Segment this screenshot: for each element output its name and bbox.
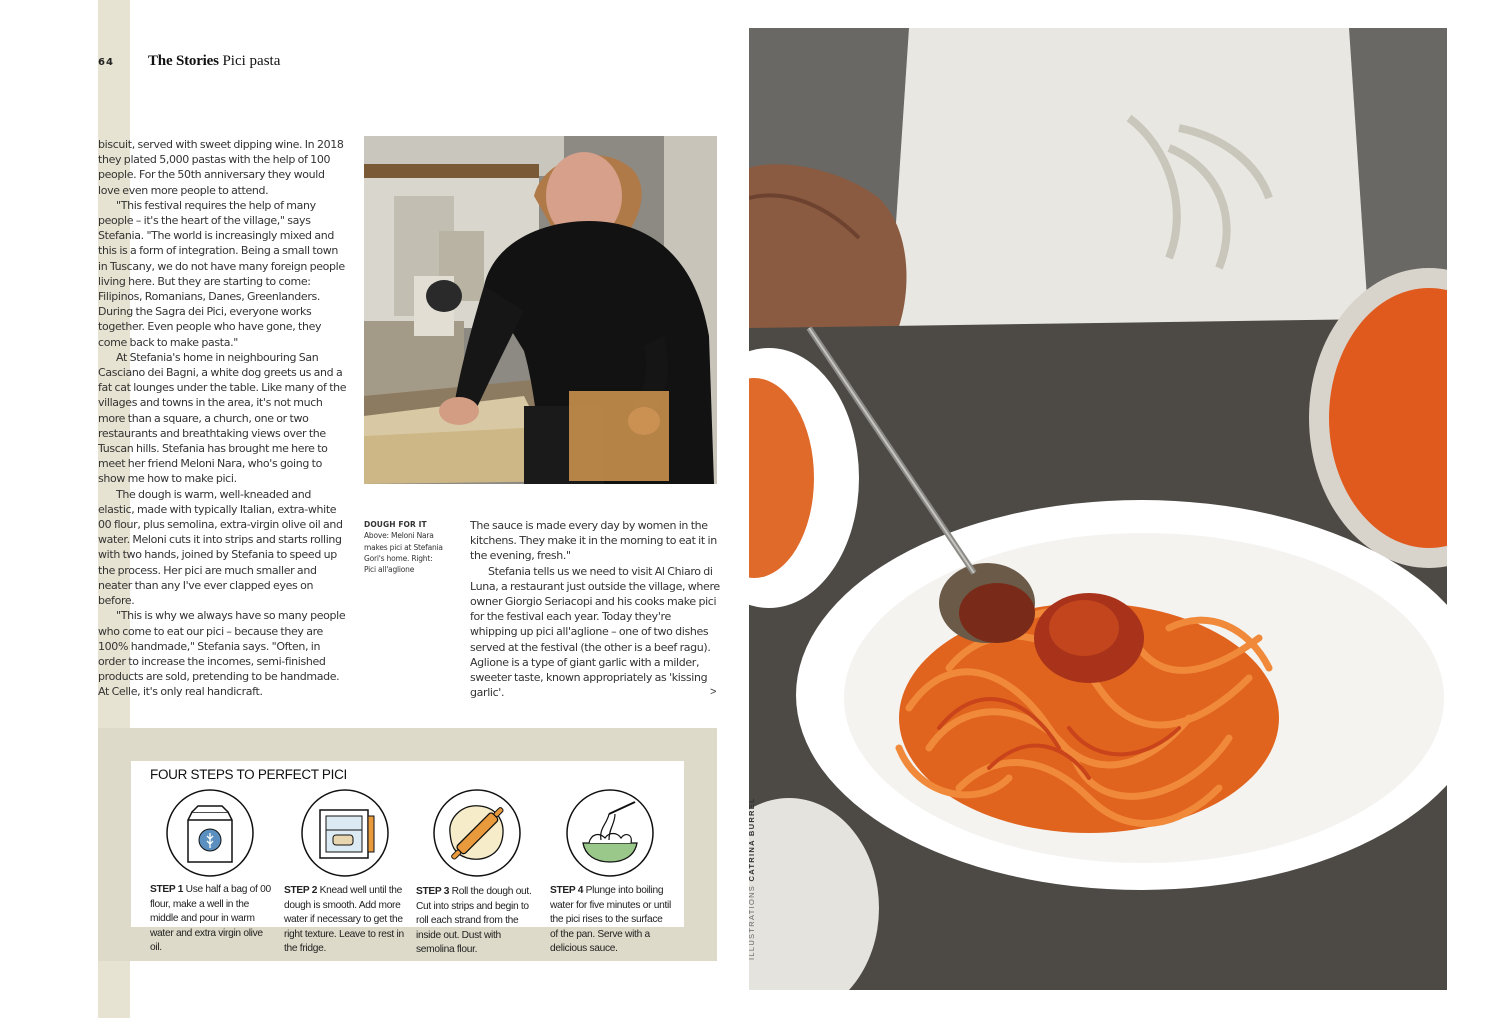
step-1-text <box>150 883 272 956</box>
step-description: Roll the dough out. Cut into strips and begin to roll each strand from the inside out. Dust with semolina flour. <box>416 886 532 956</box>
photo-woman-making-pici <box>364 136 717 484</box>
paragraph: "This festival requires the help of many people – it's the heart of the village," says Stefania. "The world is increasingly mixed and this is a form of integration. Being a small town in Tuscany, we do not have many foreign people living here. But they are starting to come: Filipinos, Romanians, Danes, Greenlanders. During the Sagra dei Pici, everyone works together. Even people who have gone, they come back to make pasta." <box>98 198 345 349</box>
step-label: STEP 2 <box>284 885 318 896</box>
paragraph: The sauce is made every day by women in the kitchens. They make it in the morning to eat it in the evening, fresh." <box>470 519 717 563</box>
credit-label: ILLUSTRATIONS <box>747 884 756 960</box>
step-label: STEP 4 <box>550 885 584 896</box>
continue-arrow-icon: > <box>710 686 717 698</box>
paragraph: "This is why we always have so many people who come to eat our pici – because they are 100% handmade," Stefania says. "Often, in order to increase the incomes, semi-finished products are sold, pretending to be handmade. At Celle, it's only real handicraft. <box>98 609 346 699</box>
photo-caption <box>364 519 444 575</box>
step-2-text <box>284 884 406 957</box>
fridge-icon <box>300 788 390 878</box>
paragraph: At Stefania's home in neighbouring San Casciano dei Bagni, a white dog greets us and a fat cat lounges under the table. Like many of the villages and towns in the area, it's not much more than a square, a church, one or two restaurants and breathtaking views over the Tuscan hills. Stefania has brought me here to meet her friend Meloni Nara, who's going to show me how to make pici. <box>98 350 347 486</box>
article-column-right <box>470 518 720 700</box>
section-title: Pici pasta <box>222 53 281 69</box>
step-4-text <box>550 884 672 957</box>
flour-bag-icon <box>165 788 255 878</box>
step-description: Plunge into boiling water for five minutes or until the pici rises to the surface of the pan. Serve with a delicious sauce. <box>550 885 671 955</box>
pasta-bowl-icon <box>565 788 655 878</box>
paragraph: The dough is warm, well-kneaded and elastic, made with typically Italian, extra-white 00 flour, plus semolina, extra-virgin olive oil and water. Meloni cuts it into strips and starts rolling with two hands, joined by Stefania to speed up the process. Her pici are much smaller and neater than any I've ever clapped eyes on before. <box>98 487 343 608</box>
credit-name: CATRINA BURREL <box>747 797 756 882</box>
page-number: 64 <box>98 57 114 68</box>
step-label: STEP 3 <box>416 886 450 897</box>
running-head <box>148 53 280 70</box>
step-3-text <box>416 885 538 958</box>
step-description: Use half a bag of 00 flour, make a well in the middle and pour in warm water and extra virgin olive oil. <box>150 884 271 954</box>
illustrations-credit <box>747 760 757 960</box>
steps-title: FOUR STEPS TO PERFECT PICI <box>150 767 347 782</box>
step-description: Knead well until the dough is smooth. Add more water if necessary to get the right texture. Leave to rest in the fridge. <box>284 885 404 955</box>
photo-pici-allaglione <box>749 28 1447 990</box>
article-column-left <box>98 137 348 700</box>
section-label: The Stories <box>148 53 219 69</box>
step-label: STEP 1 <box>150 884 184 895</box>
paragraph: biscuit, served with sweet dipping wine. In 2018 they plated 5,000 pastas with the help of 100 people. For the 50th anniversary they would love even more people to attend. <box>98 138 344 197</box>
rolling-pin-icon <box>432 788 522 878</box>
paragraph: Stefania tells us we need to visit Al Chiaro di Luna, a restaurant just outside the village, where owner Giorgio Seriacopi and his cooks make pici for the festival each year. Today they're whipping up pici all'aglione – one of two dishes served at the festival (the other is a beef ragu). Aglione is a type of giant garlic with a milder, sweeter taste, known appropriately as 'kissing garlic'. <box>470 564 720 700</box>
caption-text: Above: Meloni Nara makes pici at Stefania Gori's home. Right: Pici all'aglione <box>364 531 443 575</box>
caption-heading: DOUGH FOR IT <box>364 520 427 529</box>
